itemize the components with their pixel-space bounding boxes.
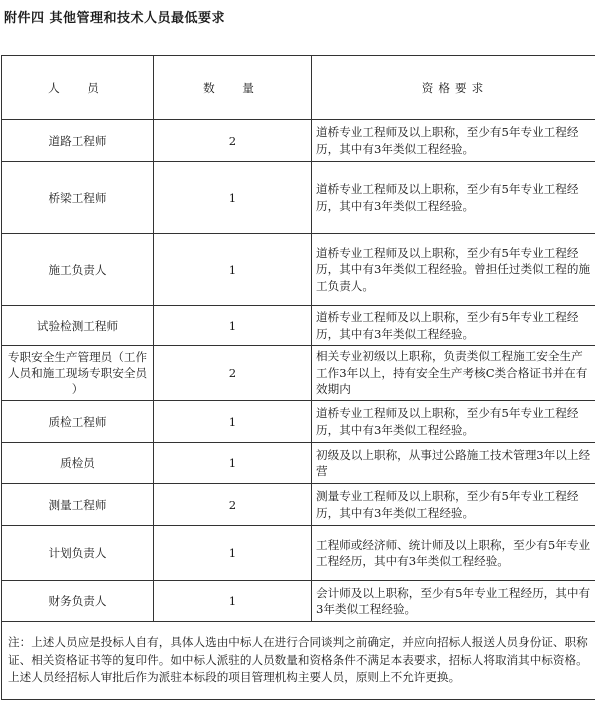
quantity-cell: 2 [154,120,312,162]
role-text: 专职安全生产管理员（工作人员和施工现场专职安全员 ） [7,350,148,396]
document-title: 附件四 其他管理和技术人员最低要求 [4,11,226,26]
requirement-cell [312,484,595,526]
quantity-cell: 1 [154,162,312,234]
requirement-cell [312,346,595,401]
table-header-row [2,56,595,120]
note-row [2,622,595,700]
role-cell: 质检工程师 [2,401,154,443]
table-row [2,120,595,162]
quantity-cell: 1 [154,234,312,306]
role-cell: 桥梁工程师 [2,162,154,234]
role-cell: 计划负责人 [2,526,154,581]
role-cell: 试验检测工程师 [2,306,154,346]
requirement-cell [312,306,595,346]
role-cell: 财务负责人 [2,581,154,622]
requirement-text: 工程师或经济师、统计师及以上职称，至少有5年专业工程经历，其中有3年类似工程经验。 [316,537,591,568]
quantity-cell: 1 [154,526,312,581]
role-cell: 质检员 [2,443,154,484]
quantity-cell: 1 [154,581,312,622]
table-row [2,443,595,484]
role-cell: 施工负责人 [2,234,154,306]
requirement-cell [312,162,595,234]
table-row [2,484,595,526]
requirement-text: 道桥专业工程师及以上职称，至少有5年专业工程经历，其中有3年类似工程经验。 [316,310,579,341]
quantity-cell: 2 [154,484,312,526]
role-cell: 测量工程师 [2,484,154,526]
role-cell [2,346,154,401]
requirement-text: 初级及以上职称，从事过公路施工技术管理3年以上经营 [316,447,591,478]
header-requirements: 资格要求 [312,56,595,120]
requirement-text: 会计师及以上职称，至少有5年专业工程经历，其中有3年类似工程经验。 [316,585,591,616]
requirement-text: 相关专业初级以上职称，负责类似工程施工安全生产工作3年以上，持有安全生产考核C类合格证书并在有效期内 [316,349,588,397]
requirement-text: 道桥专业工程师及以上职称，至少有5年专业工程经历，其中有3年类似工程经验。 [316,125,579,156]
requirement-text: 测量专业工程师及以上职称，至少有5年专业工程经历，其中有3年类似工程经验。 [316,489,579,520]
requirement-text: 道桥专业工程师及以上职称，至少有5年专业工程经历，其中有3年类似工程经验。 [316,406,579,437]
quantity-cell: 1 [154,306,312,346]
table-row [2,526,595,581]
personnel-requirements-table [1,55,595,700]
quantity-cell: 1 [154,401,312,443]
table-row [2,234,595,306]
requirement-cell [312,526,595,581]
requirement-cell [312,401,595,443]
quantity-cell: 2 [154,346,312,401]
requirement-cell [312,234,595,306]
header-personnel: 人 员 [2,56,154,120]
quantity-cell: 1 [154,443,312,484]
table-row [2,346,595,401]
requirement-cell [312,120,595,162]
requirement-cell [312,581,595,622]
table-row [2,401,595,443]
table-row [2,162,595,234]
role-cell: 道路工程师 [2,120,154,162]
requirement-cell [312,443,595,484]
note-text: 注：上述人员应是投标人自有，具体人选由中标人在进行合同谈判之前确定，并应向招标人报送人员身份证、职称证、相关资格证书等的复印件。如中标人派驻的人员数量和资格条件不满足本表要求，招标人将取消其中标资格。上述人员经招标人审批后作为派驻本标段的项目管理机构主要人员，原则上不允许更换。 [2,622,595,700]
requirement-text: 道桥专业工程师及以上职称，至少有5年专业工程经历，其中有3年类似工程经验。 [316,182,579,213]
requirement-text: 道桥专业工程师及以上职称，至少有5年专业工程经历，其中有3年类似工程经验。曾担任过类似工程的施工负责人。 [316,245,591,293]
table-row [2,581,595,622]
table-row [2,306,595,346]
header-quantity: 数 量 [154,56,312,120]
